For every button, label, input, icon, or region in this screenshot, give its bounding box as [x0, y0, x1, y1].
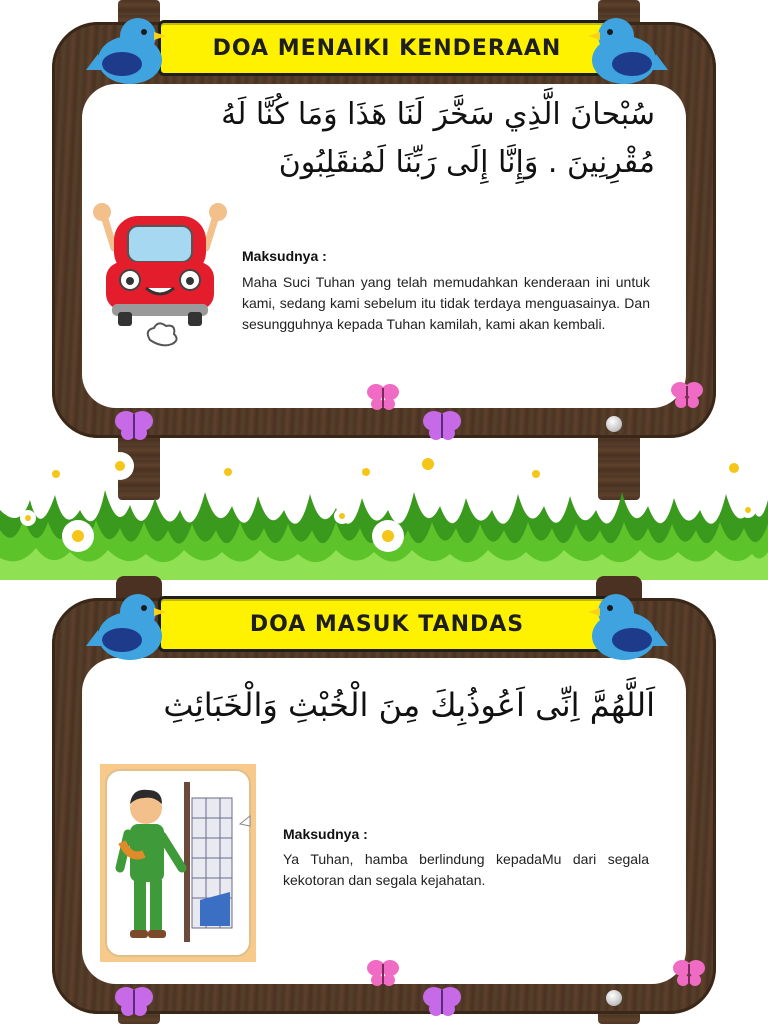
card-title: DOA MASUK TANDAS	[158, 596, 616, 652]
boy-entering-toilet-icon	[100, 764, 256, 962]
butterfly-icon	[422, 408, 462, 442]
arabic-prayer-line-1: اَللَّهُمَّ اِنِّى اَعُوذُبِكَ مِنَ الْخُبْثِ وَالْخَبَائِثِ	[163, 686, 655, 724]
butterfly-icon	[670, 380, 704, 410]
grass-border	[0, 440, 768, 580]
blue-bird-icon	[86, 14, 166, 90]
butterfly-icon	[366, 382, 400, 412]
blue-bird-icon	[588, 590, 668, 666]
card-title: DOA MENAIKI KENDERAAN	[158, 20, 616, 76]
butterfly-icon	[672, 958, 706, 988]
meaning-text: Ya Tuhan, hamba berlindung kepadaMu dari segala kekotoran dan segala kejahatan.	[283, 851, 649, 888]
butterfly-icon	[114, 408, 154, 442]
butterfly-icon	[422, 984, 462, 1018]
blue-bird-icon	[86, 590, 166, 666]
meaning-label: Maksudnya :	[242, 248, 327, 264]
butterfly-icon	[366, 958, 400, 988]
screw-icon	[606, 990, 622, 1006]
screw-icon	[606, 416, 622, 432]
meaning-label: Maksudnya :	[283, 826, 368, 842]
butterfly-icon	[114, 984, 154, 1018]
arabic-prayer-line-2: مُقْرِنِينَ . وَإِنَّا إِلَى رَبِّنَا لَمُنقَلِبُونَ	[278, 145, 655, 180]
meaning-text: Maha Suci Tuhan yang telah memudahkan kenderaan ini untuk kami, sedang kami sebelum itu tidak terdaya menguasainya. Dan sesungguhnya kepada Tuhan kamilah, kami akan kembali.	[242, 274, 650, 332]
arabic-prayer-line-1: سُبْحانَ الَّذِي سَخَّرَ لَنَا هَذَا وَمَا كُنَّا لَهُ	[221, 97, 655, 132]
blue-bird-icon	[588, 14, 668, 90]
red-car-waving-icon	[86, 196, 234, 356]
